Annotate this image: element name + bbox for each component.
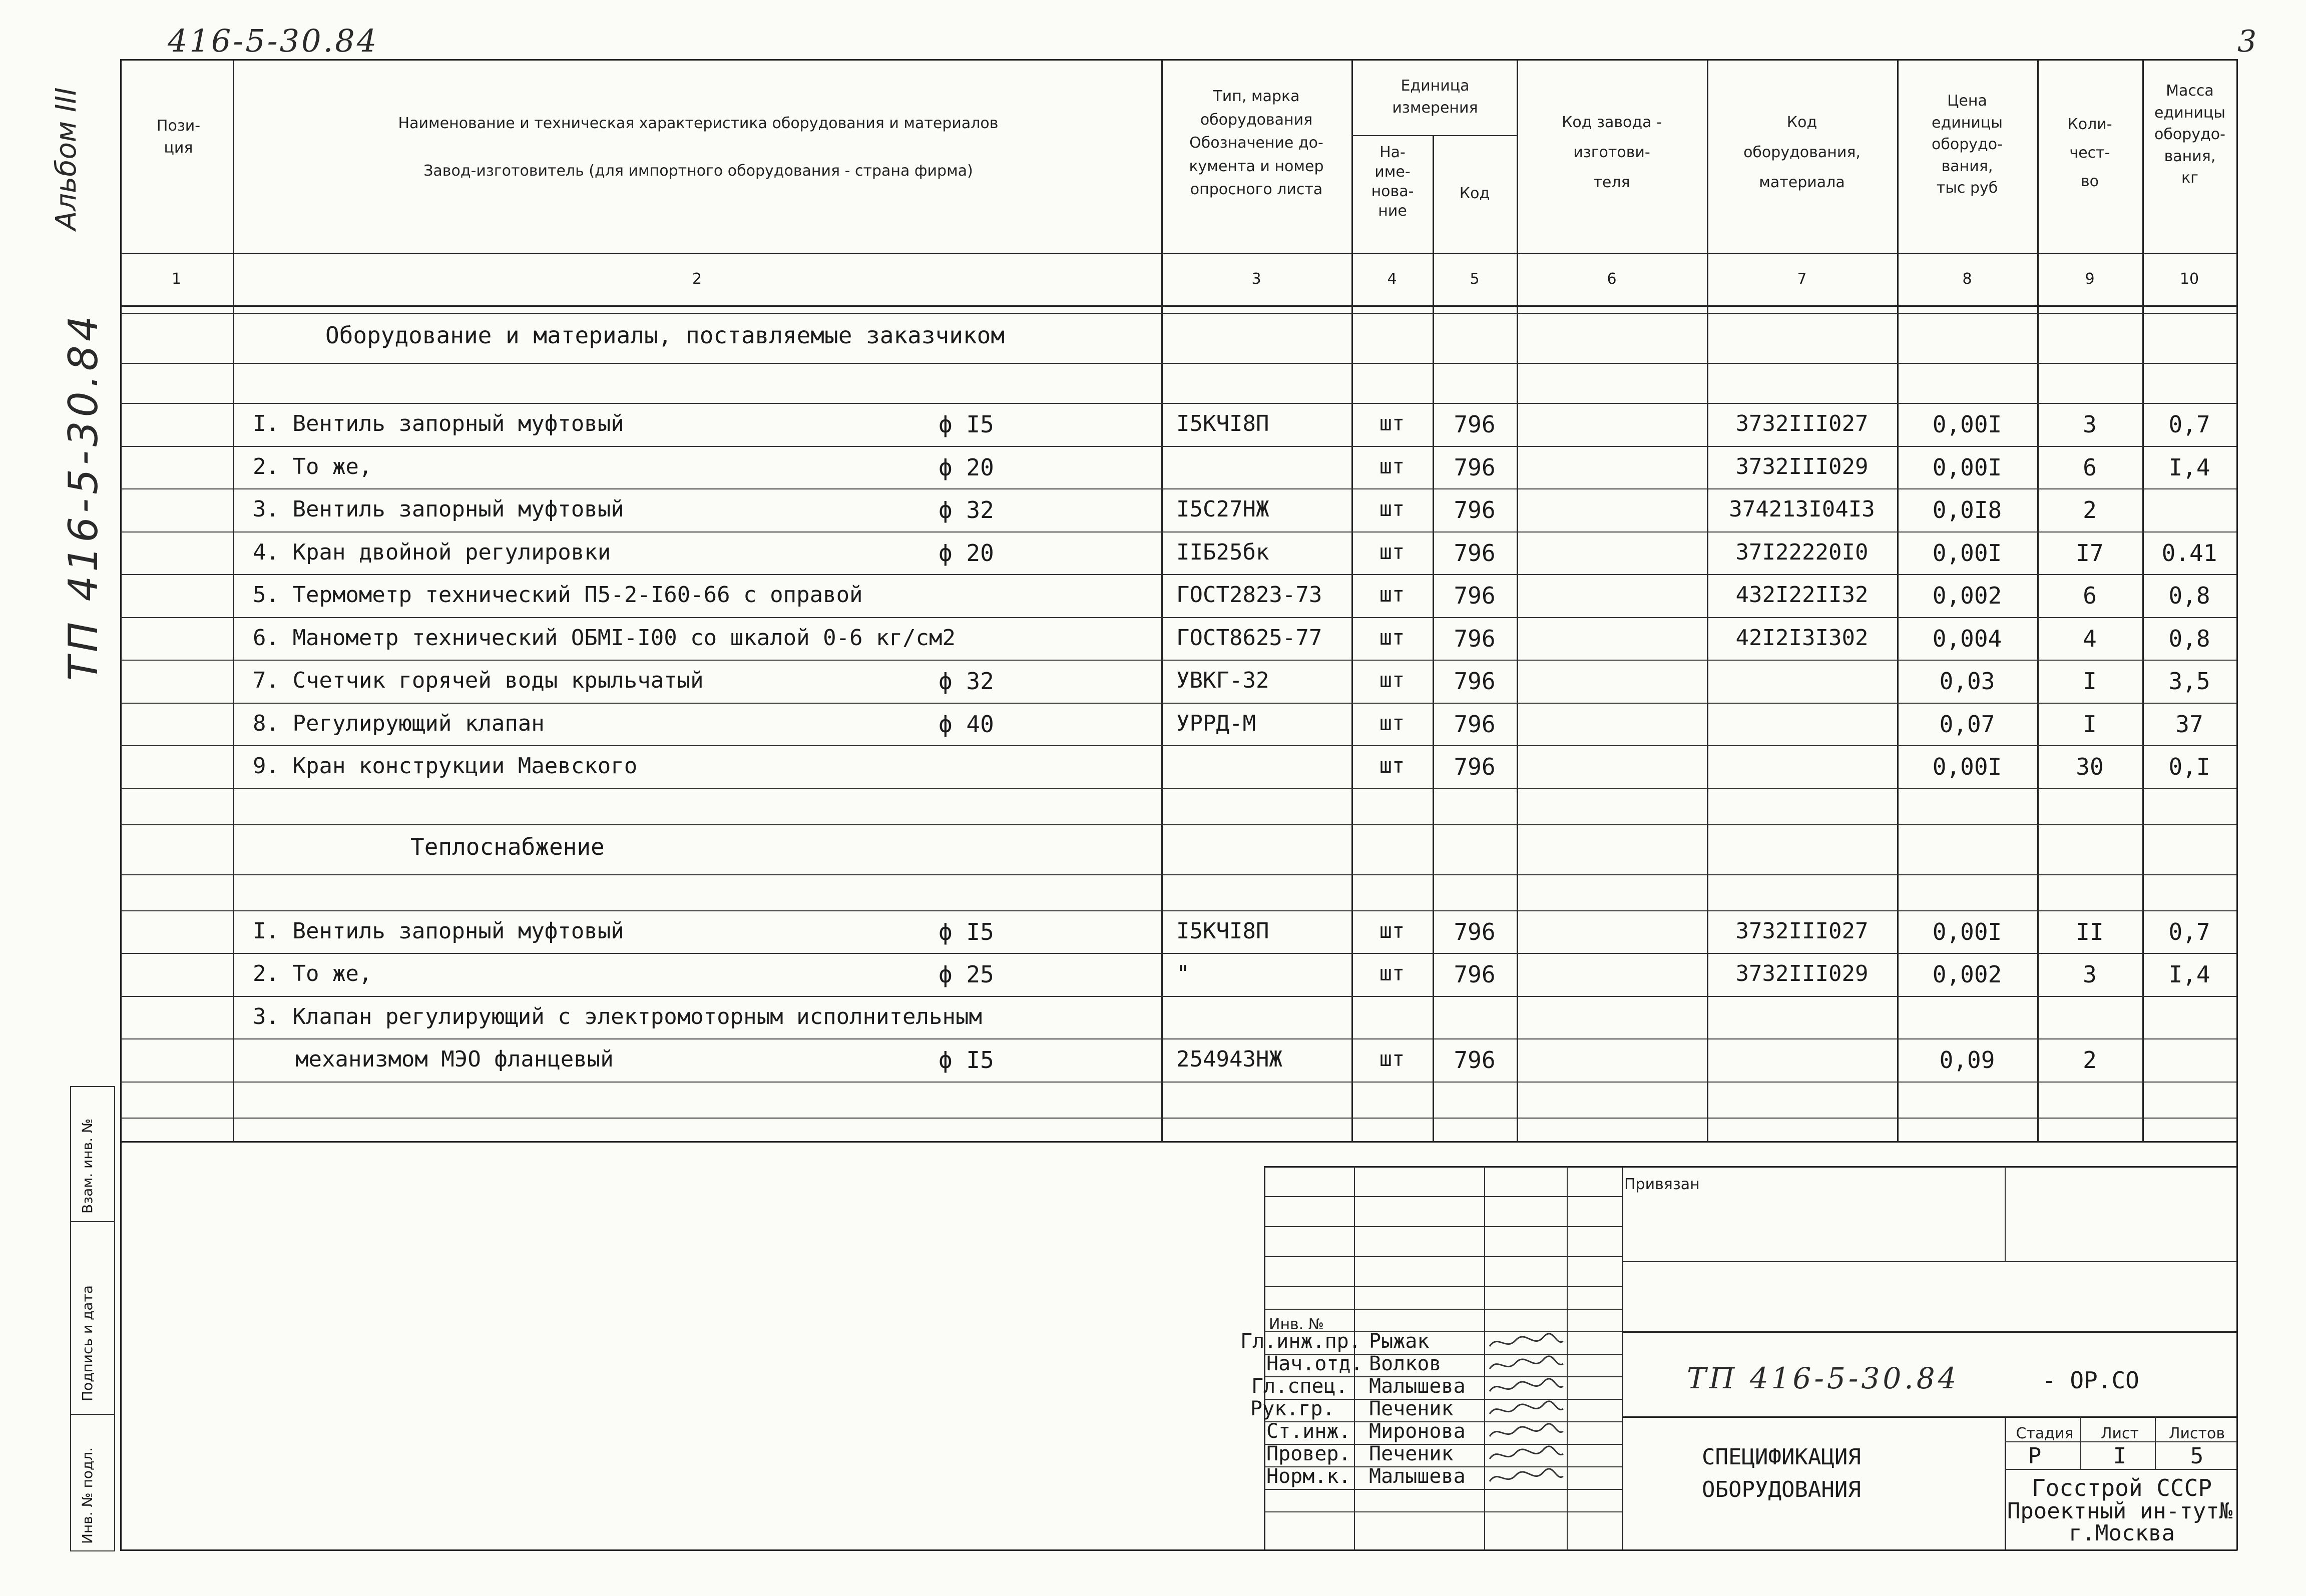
item-mass: 0.41 — [2161, 539, 2217, 567]
stamp-sheet: I — [2113, 1443, 2127, 1469]
item-equipment-code: 3732III029 — [1735, 961, 1869, 986]
stamp-stage: Р — [2028, 1443, 2042, 1469]
item-price: 0,07 — [1939, 710, 1995, 738]
item-unit: шт — [1379, 1046, 1405, 1071]
item-price: 0,004 — [1932, 625, 2002, 652]
item-type: I5КЧI8П — [1176, 411, 1269, 436]
item-name: 2. То же, — [253, 961, 372, 986]
item-name: механизмом МЭО фланцевый — [295, 1046, 614, 1072]
header-plant-code: Код завода - изготови- теля — [1562, 114, 1662, 191]
item-equipment-code: 37I22220I0 — [1735, 539, 1869, 565]
stamp-sheets: 5 — [2190, 1443, 2204, 1469]
stamp-role: Норм.к. — [1266, 1465, 1351, 1488]
item-equipment-code: 432I22II32 — [1735, 582, 1869, 608]
column-number-2: 2 — [692, 270, 702, 288]
item-equipment-code: 3732III027 — [1735, 918, 1869, 944]
item-unit: шт — [1379, 453, 1405, 478]
item-unit: шт — [1379, 918, 1405, 943]
stamp-doc-code: ТП 416-5-30.84 — [1687, 1361, 1960, 1395]
item-unit-code: 796 — [1454, 411, 1496, 438]
item-type: " — [1176, 961, 1190, 986]
item-name: 8. Регулирующий клапан — [253, 710, 545, 736]
stamp-role: Гл.инж.пр. — [1240, 1330, 1361, 1353]
header-qty: Коли- чест- во — [2067, 116, 2112, 190]
header-type: Тип, марка оборудования Обозначение до- кумента и номер опросного листа — [1189, 88, 1324, 198]
stamp-person-name: Волков — [1369, 1352, 1442, 1375]
item-name: 9. Кран конструкции Маевского — [253, 753, 638, 779]
item-diameter: ϕ 32 — [939, 496, 994, 523]
item-price: 0,00I — [1932, 918, 2002, 945]
item-name: 3. Клапан регулирующий с электромоторным исполнительным — [253, 1003, 982, 1029]
column-number-1: 1 — [171, 270, 182, 288]
item-equipment-code: 3732III027 — [1735, 411, 1869, 436]
doc-number-top: 416-5-30.84 — [168, 23, 379, 59]
item-mass: 0,7 — [2168, 918, 2210, 945]
item-mass: I,4 — [2168, 961, 2210, 988]
item-price: 0,002 — [1932, 961, 2002, 988]
item-mass: 0,8 — [2168, 582, 2210, 609]
item-mass: 3,5 — [2168, 668, 2210, 695]
item-quantity: 2 — [2083, 496, 2097, 523]
column-number-6: 6 — [1607, 270, 1617, 288]
item-equipment-code: 3732III029 — [1735, 453, 1869, 479]
item-unit-code: 796 — [1454, 668, 1496, 695]
item-type: УРРД-М — [1176, 710, 1256, 736]
item-unit: шт — [1379, 753, 1405, 778]
item-name: 2. То же, — [253, 453, 372, 479]
album-label: Альбом III — [50, 87, 83, 230]
header-unit-code: Код — [1459, 185, 1490, 202]
column-number-8: 8 — [1962, 270, 1972, 288]
item-equipment-code: 42I2I3I302 — [1735, 625, 1869, 651]
item-unit: шт — [1379, 582, 1405, 607]
item-diameter: ϕ 40 — [939, 710, 994, 738]
header-mass: Масса единицы оборудо- вания, кг — [2154, 82, 2225, 187]
stamp-person-name: Миронова — [1369, 1420, 1466, 1443]
item-name: 4. Кран двойной регулировки — [253, 539, 611, 565]
item-diameter: ϕ 25 — [939, 961, 994, 988]
item-quantity: 3 — [2083, 961, 2097, 988]
item-type: 254943НЖ — [1176, 1046, 1282, 1072]
item-unit-code: 796 — [1454, 918, 1496, 945]
item-type: I5С27НЖ — [1176, 496, 1269, 522]
item-quantity: 6 — [2083, 582, 2097, 609]
stamp-role: Рук.гр. — [1250, 1397, 1335, 1420]
item-type: ГОСТ2823-73 — [1176, 582, 1322, 608]
item-price: 0,00I — [1932, 453, 2002, 481]
stamp-org-line2: Проектный ин-тут№ — [2007, 1498, 2233, 1524]
item-quantity: I — [2083, 668, 2097, 695]
item-diameter: ϕ 20 — [939, 539, 994, 567]
item-unit-code: 796 — [1454, 753, 1496, 780]
section-title: Теплоснабжение — [410, 833, 605, 860]
stamp-person-name: Печеник — [1369, 1397, 1454, 1420]
signature-scribble — [1486, 1376, 1566, 1399]
item-quantity: II — [2076, 918, 2104, 945]
item-quantity: 6 — [2083, 453, 2097, 481]
header-unit-group: Единица измерения — [1392, 77, 1478, 117]
stamp-person-name: Малышева — [1369, 1465, 1466, 1488]
item-unit-code: 796 — [1454, 710, 1496, 738]
signature-scribble — [1486, 1421, 1566, 1444]
stamp-role: Провер. — [1266, 1442, 1351, 1465]
signature-scribble — [1486, 1399, 1566, 1421]
item-unit: шт — [1379, 710, 1405, 735]
item-unit-code: 796 — [1454, 961, 1496, 988]
item-mass: I,4 — [2168, 453, 2210, 481]
column-number-10: 10 — [2179, 270, 2199, 288]
stamp-doc-suffix: - ОР.СО — [2042, 1367, 2139, 1394]
item-quantity: 30 — [2076, 753, 2104, 780]
stamp-org-line3: г.Москва — [2069, 1520, 2175, 1546]
column-number-9: 9 — [2085, 270, 2095, 288]
item-mass: 37 — [2175, 710, 2203, 738]
item-unit-code: 796 — [1454, 625, 1496, 652]
item-unit-code: 796 — [1454, 582, 1496, 609]
item-diameter: ϕ I5 — [939, 918, 994, 945]
item-quantity: 2 — [2083, 1046, 2097, 1074]
item-price: 0,002 — [1932, 582, 2002, 609]
signature-scribble — [1486, 1331, 1566, 1354]
stamp-stage-label: Стадия — [2016, 1425, 2074, 1442]
stamp-role: Гл.спец. — [1251, 1375, 1348, 1398]
item-unit: шт — [1379, 625, 1405, 650]
page-number: 3 — [2237, 24, 2257, 59]
stamp-privyazan: Привязан — [1624, 1176, 1700, 1193]
header-price: Цена единицы оборудо- вания, тыс руб — [1932, 92, 2003, 197]
item-unit: шт — [1379, 961, 1405, 985]
item-unit: шт — [1379, 411, 1405, 435]
item-unit-code: 796 — [1454, 539, 1496, 567]
stamp-title-line1: СПЕЦИФИКАЦИЯ — [1702, 1444, 1861, 1470]
item-type: УВКГ-32 — [1176, 668, 1269, 693]
column-number-4: 4 — [1387, 270, 1397, 288]
item-mass: 0,8 — [2168, 625, 2210, 652]
stamp-person-name: Печеник — [1369, 1442, 1454, 1465]
column-number-5: 5 — [1470, 270, 1480, 288]
item-diameter: ϕ 32 — [939, 668, 994, 695]
side-field-signature: Подпись и дата — [79, 1285, 96, 1401]
item-quantity: 4 — [2083, 625, 2097, 652]
header-name-line1: Наименование и техническая характеристика оборудования и материалов — [398, 115, 999, 132]
item-price: 0,00I — [1932, 411, 2002, 438]
item-name: 7. Счетчик горячей воды крыльчатый — [253, 668, 704, 693]
item-unit-code: 796 — [1454, 496, 1496, 523]
section-title: Оборудование и материалы, поставляемые заказчиком — [325, 322, 1005, 349]
item-type: IIБ25бк — [1176, 539, 1269, 565]
side-field-inventory: Инв. № подл. — [79, 1447, 96, 1544]
stamp-inv-no: Инв. № — [1269, 1316, 1324, 1333]
item-quantity: 3 — [2083, 411, 2097, 438]
item-name: 6. Манометр технический ОБМI-I00 со шкалой 0-6 кг/см2 — [253, 625, 956, 651]
stamp-sheets-label: Листов — [2168, 1425, 2225, 1442]
header-equip-code: Код оборудования, материала — [1743, 114, 1861, 191]
header-position: Пози- ция — [156, 117, 201, 157]
column-number-3: 3 — [1251, 270, 1261, 288]
column-number-7: 7 — [1797, 270, 1807, 288]
item-price: 0,03 — [1939, 668, 1995, 695]
item-name: I. Вентиль запорный муфтовый — [253, 918, 624, 944]
stamp-person-name: Малышева — [1369, 1375, 1466, 1398]
item-mass: 0,7 — [2168, 411, 2210, 438]
item-type: I5КЧI8П — [1176, 918, 1269, 944]
item-name: 5. Термометр технический П5-2-I60-66 с оправой — [253, 582, 863, 608]
stamp-sheet-label: Лист — [2100, 1425, 2139, 1442]
item-type: ГОСТ8625-77 — [1176, 625, 1322, 651]
item-quantity: I7 — [2076, 539, 2104, 567]
signature-scribble — [1486, 1444, 1566, 1466]
item-unit: шт — [1379, 539, 1405, 564]
stamp-person-name: Рыжак — [1369, 1330, 1430, 1353]
stamp-role: Ст.инж. — [1266, 1420, 1351, 1443]
item-diameter: ϕ I5 — [939, 411, 994, 438]
item-diameter: ϕ I5 — [939, 1046, 994, 1074]
stamp-role: Нач.отд. — [1266, 1352, 1363, 1375]
item-unit-code: 796 — [1454, 1046, 1496, 1074]
signature-scribble — [1486, 1354, 1566, 1376]
stamp-org-line1: Госстрой СССР — [2031, 1474, 2212, 1501]
item-quantity: I — [2083, 710, 2097, 738]
item-diameter: ϕ 20 — [939, 453, 994, 481]
item-unit: шт — [1379, 668, 1405, 692]
item-price: 0,09 — [1939, 1046, 1995, 1074]
header-name-line2: Завод-изготовитель (для импортного оборудования - страна фирма) — [423, 162, 973, 180]
item-mass: 0,I — [2168, 753, 2210, 780]
item-name: 3. Вентиль запорный муфтовый — [253, 496, 624, 522]
item-unit: шт — [1379, 496, 1405, 521]
side-stamp: ТП 416-5-30.84 — [60, 312, 107, 681]
item-name: I. Вентиль запорный муфтовый — [253, 411, 624, 436]
header-unit-name: На- име- нова- ние — [1371, 144, 1414, 220]
item-equipment-code: 374213I04I3 — [1729, 496, 1875, 522]
item-price: 0,00I — [1932, 539, 2002, 567]
item-unit-code: 796 — [1454, 453, 1496, 481]
stamp-title-line2: ОБОРУДОВАНИЯ — [1702, 1477, 1861, 1502]
item-price: 0,00I — [1932, 753, 2002, 780]
signature-scribble — [1486, 1466, 1566, 1489]
item-price: 0,0I8 — [1932, 496, 2002, 523]
side-field-replace: Взам. инв. № — [79, 1118, 96, 1214]
